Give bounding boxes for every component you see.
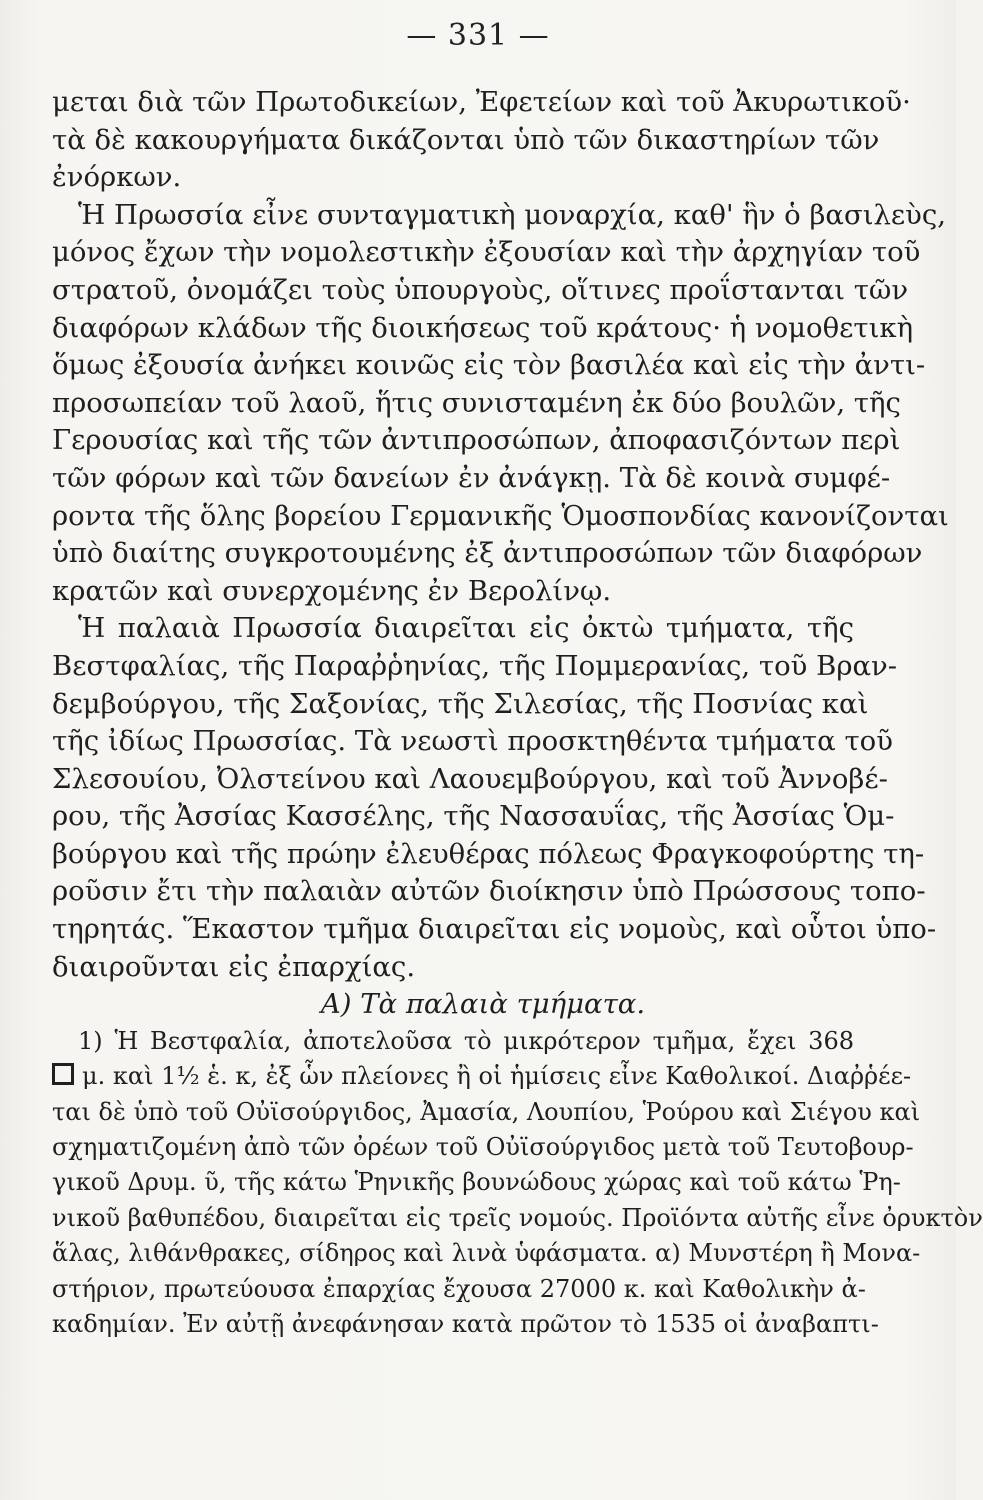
square-icon xyxy=(52,1063,74,1085)
text-line: κρατῶν καὶ συνερχομένης ἐν Βερολίνῳ. xyxy=(52,574,612,607)
small-text-line: 1) Ἡ Βεστφαλία, ἀποτελοῦσα τὸ μικρότερον τμῆμα, ἔχει 368 xyxy=(78,1026,854,1055)
page-number: — 331 — xyxy=(406,18,550,53)
text-line: διαφόρων κλάδων τῆς διοικήσεως τοῦ κράτους· ἡ νομοθετικὴ xyxy=(52,311,914,344)
text-line: δεμβούργου, τῆς Σαξονίας, τῆς Σιλεσίας, τῆς Ποσνίας καὶ xyxy=(52,687,869,720)
text-line: τῆς ἰδίως Πρωσσίας. Τὰ νεωστὶ προσκτηθέντα τμήματα τοῦ xyxy=(52,725,893,758)
small-text-line: σχηματιζομένη ἀπὸ τῶν ὀρέων τοῦ Οὐϊσούργιδος μετὰ τοῦ Τευτοβουρ- xyxy=(52,1133,914,1162)
text-line: τηρητάς. Ἕκαστον τμῆμα διαιρεῖται εἰς νομοὺς, καὶ οὗτοι ὑπο- xyxy=(52,913,937,946)
text-line: διαιροῦνται εἰς ἐπαρχίας. xyxy=(52,950,416,983)
small-text-line: γικοῦ Δρυμ. ῦ, τῆς κάτω Ῥηνικῆς βουνώδους χώρας καὶ τοῦ κάτω Ῥη- xyxy=(52,1168,901,1197)
text-line: τῶν φόρων καὶ τῶν δανείων ἐν ἀνάγκῃ. Τὰ δὲ κοινὰ συμφέ- xyxy=(52,461,891,494)
text-line: Ἡ Πρωσσία εἶνε συνταγματικὴ μοναρχία, καθ' ἣν ὁ βασιλεὺς, xyxy=(78,198,947,231)
text-line: τὰ δὲ κακουργήματα δικάζονται ὑπὸ τῶν δικαστηρίων τῶν xyxy=(52,123,880,156)
text-line: μόνος ἔχων τὴν νομολεστικὴν ἐξουσίαν καὶ τὴν ἀρχηγίαν τοῦ xyxy=(52,236,921,269)
text-line: Βεστφαλίας, τῆς Παραῤῥηνίας, τῆς Πομμερανίας, τοῦ Βραν- xyxy=(52,649,898,682)
text-line: ὑπὸ διαίτης συγκροτουμένης ἐξ ἀντιπροσώπων τῶν διαφόρων xyxy=(52,537,923,570)
small-text-line xyxy=(52,1059,912,1094)
text-line: Σλεσουίου, Ὀλστείνου καὶ Λαουεμβούργου, καὶ τοῦ Ἀννοβέ- xyxy=(52,762,888,795)
small-text-line: καδημίαν. Ἐν αὐτῇ ἀνεφάνησαν κατὰ πρῶτον τὸ 1535 οἱ ἀναβαπτι- xyxy=(52,1310,879,1339)
text-line: προσωπείαν τοῦ λαοῦ, ἥτις συνισταμένη ἐκ δύο βουλῶν, τῆς xyxy=(52,386,901,419)
text-line: ρου, τῆς Ἀσσίας Κασσέλης, τῆς Νασσαυΐας, τῆς Ἀσσίας Ὁμ- xyxy=(52,800,895,833)
text-line: βούργου καὶ τῆς πρώην ἐλευθέρας πόλεως Φραγκοφούρτης τη- xyxy=(52,837,925,870)
text-line: ροντα τῆς ὅλης βορείου Γερμανικῆς Ὁμοσπονδίας κανονίζονται xyxy=(52,499,949,532)
main-text xyxy=(52,84,983,1343)
text-line: Γερουσίας καὶ τῆς τῶν ἀντιπροσώπων, ἀποφασιζόντων περὶ xyxy=(52,424,901,457)
text-line: ὅμως ἐξουσία ἀνήκει κοινῶς εἰς τὸν βασιλέα καὶ εἰς τὴν ἀντι- xyxy=(52,349,926,382)
small-text-line: νικοῦ βαθυπέδου, διαιρεῖται εἰς τρεῖς νομούς. Προϊόντα αὐτῆς εἶνε ὀρυκτὸν xyxy=(52,1203,983,1232)
text-line: μεται διὰ τῶν Πρωτοδικείων, Ἐφετείων καὶ τοῦ Ἀκυρωτικοῦ· xyxy=(52,86,911,118)
small-text-line: ἅλας, λιθάνθρακες, σίδηρος καὶ λινὰ ὑφάσματα. α) Μυνστέρη ἢ Μονα- xyxy=(52,1239,921,1268)
small-text-line-content: μ. καὶ 1½ ἑ. κ, ἐξ ὧν πλείονες ἢ οἱ ἡμίσεις εἶνε Καθολικοί. Διαῤῥέε- xyxy=(82,1062,912,1091)
text-line: ροῦσιν ἔτι τὴν παλαιὰν αὐτῶν διοίκησιν ὑπὸ Πρώσσους τοπο- xyxy=(52,875,926,908)
section-heading: Α) Τὰ παλαιὰ τμήματα. xyxy=(320,988,646,1021)
small-text-block xyxy=(52,1024,983,1343)
text-line: στρατοῦ, ὀνομάζει τοὺς ὑπουργοὺς, οἵτινες προΐστανται τῶν xyxy=(52,273,909,306)
text-line: Ἡ παλαιὰ Πρωσσία διαιρεῖται εἰς ὀκτὼ τμήματα, τῆς xyxy=(78,612,854,645)
text-line: ἐνόρκων. xyxy=(52,161,182,194)
small-text-line: στήριον, πρωτεύουσα ἐπαρχίας ἔχουσα 27000 κ. καὶ Καθολικὴν ἀ- xyxy=(52,1274,866,1303)
small-text-line: ται δὲ ὑπὸ τοῦ Οὐϊσούργιδος, Ἀμασία, Λουπίου, Ῥούρου καὶ Σιέγου καὶ xyxy=(52,1097,921,1126)
